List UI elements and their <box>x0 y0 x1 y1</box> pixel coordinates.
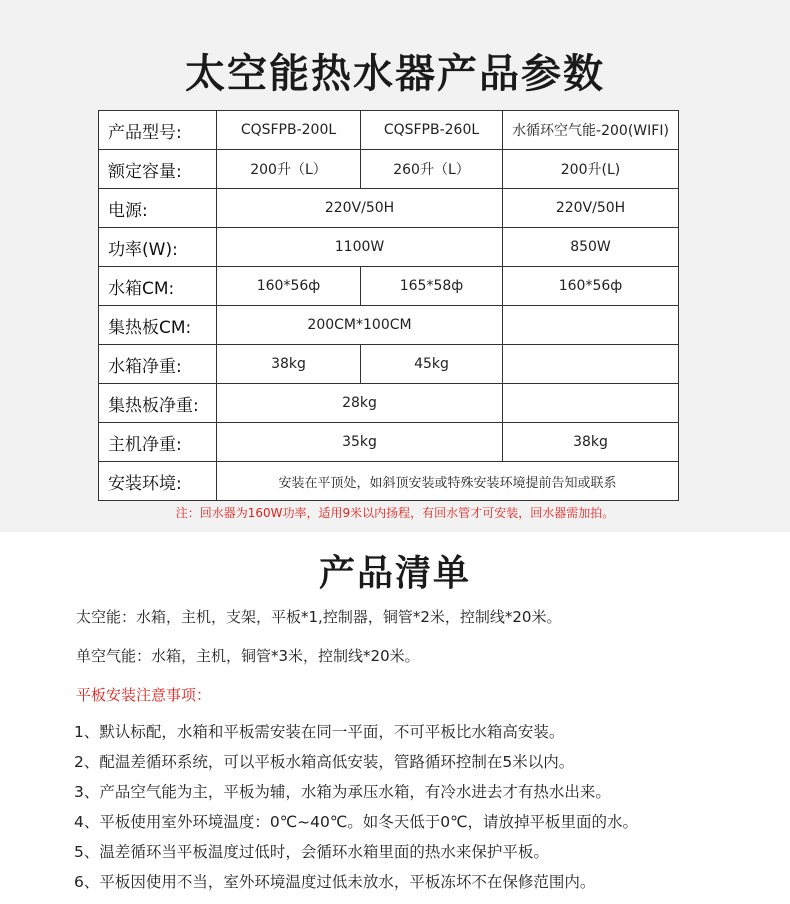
table-row <box>99 462 679 501</box>
package-line: 太空能：水箱，主机，支架，平板*1,控制器，铜管*2米，控制线*20米。 <box>76 608 562 626</box>
table-cell: 38kg <box>217 345 361 384</box>
package-line: 单空气能：水箱，主机，铜管*3米，控制线*20米。 <box>76 647 420 665</box>
table-row <box>99 267 679 306</box>
table-row <box>99 345 679 384</box>
table-cell: 165*58ф <box>361 267 503 306</box>
table-cell: 160*56ф <box>503 267 679 306</box>
table-cell: CQSFPB-260L <box>361 111 503 150</box>
table-cell: 45kg <box>361 345 503 384</box>
list-item: 4、平板使用室外环境温度：0℃~40℃。如冬天低于0℃，请放掉平板里面的水。 <box>74 813 639 831</box>
table-row <box>99 384 679 423</box>
table-cell: 200CM*100CM <box>217 306 503 345</box>
table-row <box>99 150 679 189</box>
row-label: 功率(W): <box>99 228 217 267</box>
table-cell <box>503 345 679 384</box>
table-cell: 水循环空气能-200(WIFI) <box>503 111 679 150</box>
page-title: 太空能热水器产品参数 <box>185 51 605 97</box>
list-item: 2、配温差循环系统，可以平板水箱高低安装，管路循环控制在5米以内。 <box>74 753 575 771</box>
table-cell: 38kg <box>503 423 679 462</box>
table-row <box>99 306 679 345</box>
table-cell: 850W <box>503 228 679 267</box>
row-label: 水箱净重: <box>99 345 217 384</box>
row-label: 电源: <box>99 189 217 228</box>
list-item: 1、默认标配，水箱和平板需安装在同一平面，不可平板比水箱高安装。 <box>74 723 565 741</box>
table-cell: 28kg <box>217 384 503 423</box>
list-item: 3、产品空气能为主，平板为辅，水箱为承压水箱，有冷水进去才有热水出来。 <box>74 783 611 801</box>
table-cell <box>503 384 679 423</box>
table-cell <box>503 306 679 345</box>
table-cell: 安装在平顶处，如斜顶安装或特殊安装环境提前告知或联系 <box>217 462 679 501</box>
row-label: 产品型号: <box>99 111 217 150</box>
table-row <box>99 189 679 228</box>
warning-list <box>74 720 638 900</box>
table-cell: 260升（L） <box>361 150 503 189</box>
table-cell: CQSFPB-200L <box>217 111 361 150</box>
footnote: 注：回水器为160W功率，适用9米以内扬程，有回水管才可安装，回水器需加拍。 <box>175 506 615 520</box>
table-cell: 160*56ф <box>217 267 361 306</box>
table-cell: 200升（L） <box>217 150 361 189</box>
table-row <box>99 111 679 150</box>
row-label: 额定容量: <box>99 150 217 189</box>
table-cell: 220V/50H <box>503 189 679 228</box>
table-row <box>99 228 679 267</box>
row-label: 安装环境: <box>99 462 217 501</box>
table-cell: 200升(L) <box>503 150 679 189</box>
row-label: 集热板净重: <box>99 384 217 423</box>
warning-title: 平板安装注意事项： <box>76 686 212 704</box>
table-cell: 1100W <box>217 228 503 267</box>
list-item: 5、温差循环当平板温度过低时，会循环水箱里面的热水来保护平板。 <box>74 843 549 861</box>
spec-table <box>98 110 679 501</box>
table-cell: 35kg <box>217 423 503 462</box>
table-cell: 220V/50H <box>217 189 503 228</box>
table-row <box>99 423 679 462</box>
list-item: 6、平板因使用不当，室外环境温度过低未放水，平板冻坏不在保修范围内。 <box>74 873 596 891</box>
row-label: 集热板CM: <box>99 306 217 345</box>
section-title: 产品清单 <box>318 553 471 594</box>
row-label: 主机净重: <box>99 423 217 462</box>
row-label: 水箱CM: <box>99 267 217 306</box>
